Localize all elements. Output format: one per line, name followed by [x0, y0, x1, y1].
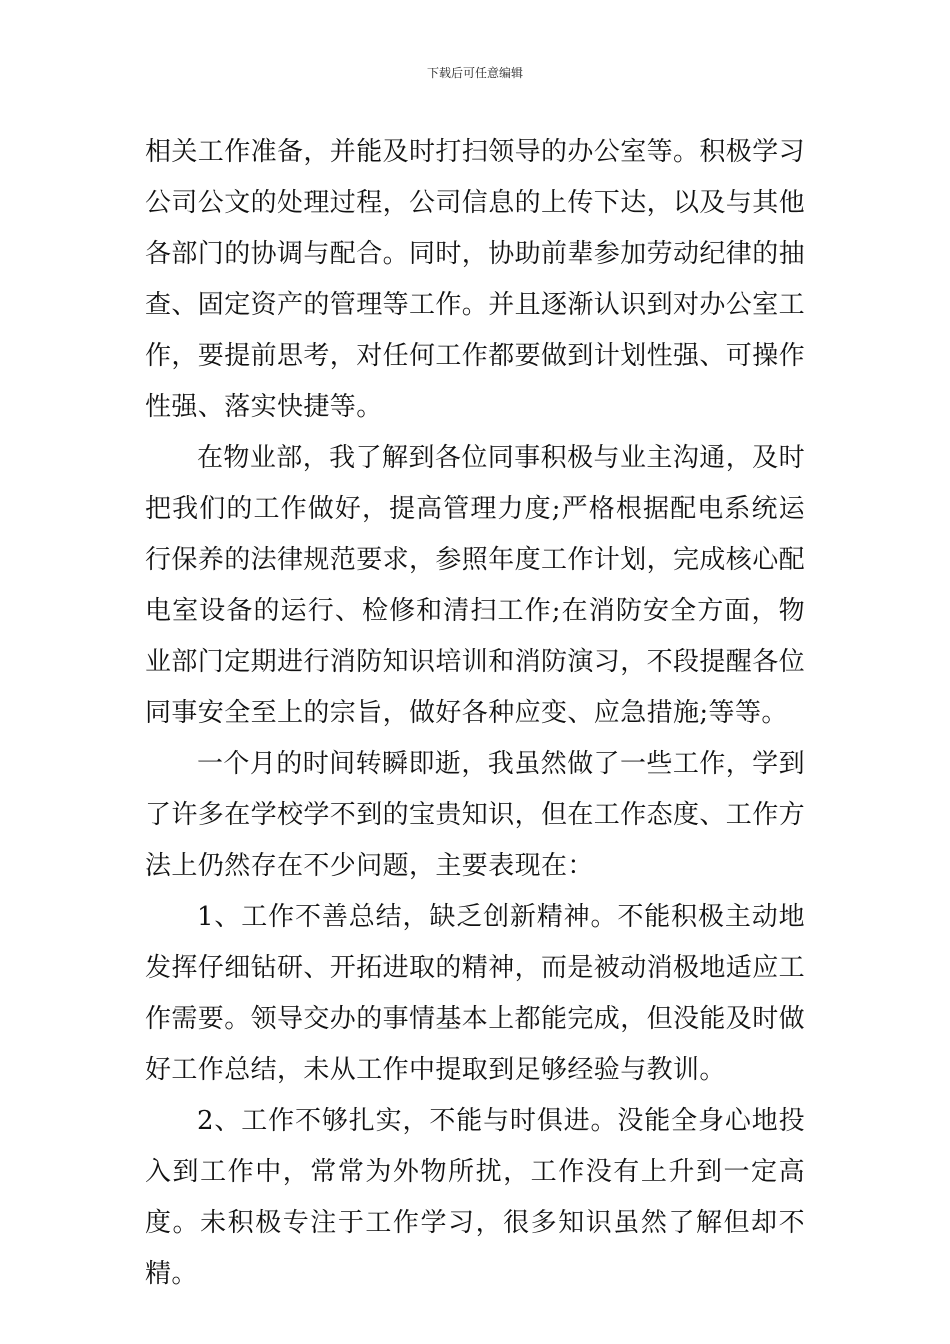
paragraph-problem-2: 2、工作不够扎实，不能与时俱进。没能全身心地投入到工作中，常常为外物所扰，工作没有上升到一定高度。未积极专注于工作学习，很多知识虽然了解但却不精。: [145, 1106, 805, 1289]
page-header: 下载后可任意编辑: [426, 66, 523, 80]
paragraph-reflection: 一个月的时间转瞬即逝，我虽然做了一些工作，学到了许多在学校学不到的宝贵知识，但在工作态度、工作方法上仍然存在不少问题，主要表现在：: [145, 749, 806, 881]
paragraph-property-department: 在物业部，我了解到各位同事积极与业主沟通，及时把我们的工作做好，提高管理力度;严格根据配电系统运行保养的法律规范要求，参照年度工作计划，完成核心配电室设备的运行、检修和清扫工作;在消防安全方面，物业部门定期进行消防知识培训和消防演习，不段提醒各位同事安全至上的宗旨，做好各种应变、应急措施;等等。: [145, 443, 806, 728]
paragraph-office-work: 相关工作准备，并能及时打扫领导的办公室等。积极学习公司公文的处理过程，公司信息的上传下达，以及与其他各部门的协调与配合。同时，协助前辈参加劳动纪律的抽查、固定资产的管理等工作。并且逐渐认识到对办公室工作，要提前思考，对任何工作都要做到计划性强、可操作性强、落实快捷等。: [145, 137, 806, 422]
document-body: [145, 127, 805, 1300]
paragraph-problem-1: 1、工作不善总结，缺乏创新精神。不能积极主动地发挥仔细钻研、开拓进取的精神，而是被动消极地适应工作需要。领导交办的事情基本上都能完成，但没能及时做好工作总结，未从工作中提取到足够经验与教训。: [145, 902, 806, 1085]
